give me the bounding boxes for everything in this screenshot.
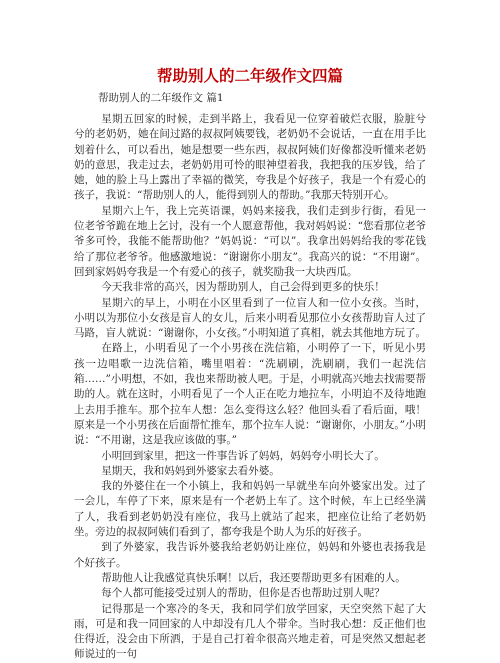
paragraph: 记得那是一个寒冷的冬天，我和同学们放学回家，天空突然下起了大雨，可是和我一同回家的人中却没有几人个带伞。当时我心想：反正他们也住得近，没会由下所洒，于是自己打着伞很高兴地走着，可是突然又想起老师说过的一句 bbox=[74, 602, 426, 661]
article-subtitle: 帮助别人的二年级作文 篇1 bbox=[98, 92, 224, 104]
paragraph: 今天我非常的高兴，因为帮助别人，自己会得到更多的快乐！ bbox=[101, 281, 385, 294]
paragraph: 星期天，我和妈妈到外婆家去看外婆。 bbox=[101, 464, 280, 477]
paragraph: 帮助他人让我感觉真快乐啊！以后，我还要帮助更多有困难的人。 bbox=[101, 571, 406, 584]
paragraph: 在路上，小明看见了一个小男孩在洗信箱，小明停了一下，听见小男孩一边唱歌一边洗信箱，嘴里唱着：“洗刷刷，洗刷刷，我们一起洗信箱……”小明想，不如，我也来帮助被人吧。于是，小明就高兴地去找需要帮助的人。就在这时，小明看见了一个人正在吃力地拉车，小明迫不及待地跑上去用手推车。那个拉车人想：怎么变得这么轻？他回头看了看后面，哦！原来是一个小男孩在后面帮忙推车，那个拉车人说：“谢谢你，小朋友。”小明说：“不用谢，这是我应该做的事。” bbox=[74, 342, 426, 447]
paragraph: 小明回到家里，把这一件事告诉了妈妈，妈妈夸小明长大了。 bbox=[101, 449, 385, 462]
paragraph: 星期六上午，我上完英语课，妈妈来接我，我们走到步行街，看见一位老爷爷跪在地上乞讨，没有一个人愿意帮他，我对妈妈说：“您看那位老爷爷多可怜，我能不能帮助他？”妈妈说：“可以”。我拿出妈妈给我的零花钱给了那位老爷爷。他感激地说：“谢谢你小朋友”。我高兴的说：“不用谢”。回到家妈妈夸我是一个有爱心的孩子，就奖励我一大块西瓜。 bbox=[74, 204, 426, 278]
paragraph: 到了外婆家，我告诉外婆我给老奶奶让座位，妈妈和外婆也表扬我是个好孩子。 bbox=[74, 541, 426, 569]
paragraph: 每个人都可能接受过别人的帮助，但你是否也帮助过别人呢？ bbox=[101, 587, 385, 600]
paragraph: 星期六的早上，小明在小区里看到了一位盲人和一位小女孩。当时，小明以为那位小女孩是盲人的女儿，后来小明看见那位小女孩帮助盲人过了马路，盲人就说：“谢谢你，小女孩。”小明知道了真相，就去其他地方玩了。 bbox=[74, 296, 426, 340]
paragraph: 我的外婆住在一个小镇上，我和妈妈一早就坐车向外婆家出发。过了一会儿，车停了下来，原来是有一个老奶上车了。这个时候，车上已经坐满了人，我看到老奶奶没有座位，我马上就站了起来，把座位让给了老奶奶坐。旁边的叔叔阿姨们看到了，都夸我是个助人为乐的好孩子。 bbox=[74, 480, 426, 539]
document-title: 帮助别人的二年级作文四篇 bbox=[156, 67, 343, 85]
paragraph: 星期五回家的时候，走到半路上，我看见一位穿着破烂衣服，脸脏兮兮的老奶奶，她在间过路的叔叔阿姨要钱，老奶奶不会说话，一直在用手比划着什么，可以看出，她是想要一些东西，叔叔阿姨们好像都没听懂来老奶奶的意思，我走过去，老奶奶用可怜的眼神望着我，我把我的压岁钱，给了她，她的脸上马上露出了幸福的微笑，夸我是个好孩子，我是一个有爱心的孩子，我说：“帮助别人的人，能得到别人的帮助。”我那天特别开心。 bbox=[74, 113, 426, 202]
article-body bbox=[74, 112, 426, 663]
